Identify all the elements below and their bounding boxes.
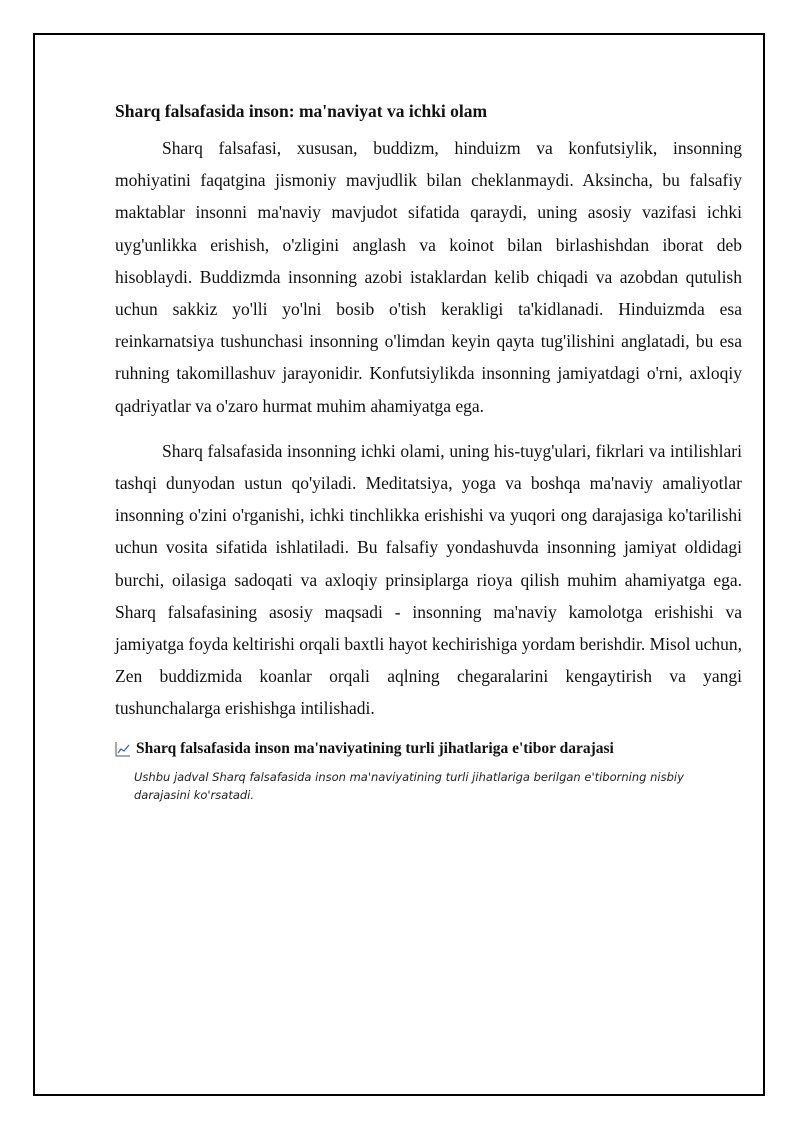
chart-heading-text: Sharq falsafasida inson ma'naviyatining turli jihatlariga e'tibor darajasi (136, 739, 614, 757)
chart-line-icon (115, 741, 131, 757)
document-title: Sharq falsafasida inson: ma'naviyat va ichki olam (115, 101, 488, 121)
paragraph-1: Sharq falsafasi, xususan, buddizm, hinduizm va konfutsiylik, insonning mohiyatini faqatgina jismoniy mavjudlik bilan cheklanmaydi. Aksincha, bu falsafiy maktablar insonni ma'naviy mavjudot sifatida qaraydi, uning asosiy vazifasi ichki uyg'unlikka erishish, o'zligini anglash va koinot bilan birlashishdan iborat deb hisoblaydi. Buddizmda insonning azobi istaklardan kelib chiqadi va azobdan qutulish uchun sakkiz yo'lli yo'lni bosib o'tish kerakligi ta'kidlanadi. Hinduizmda esa reinkarnatsiya tushunchasi insonning o'limdan keyin qayta tug'ilishini anglatadi, bu esa ruhning takomillashuv jarayonidir. Konfutsiylikda insonning jamiyatdagi o'rni, axloqiy qadriyatlar va o'zaro hurmat muhim ahamiyatga ega. (115, 138, 742, 416)
paragraph-2: Sharq falsafasida insonning ichki olami, uning his-tuyg'ulari, fikrlari va intilishlari tashqi dunyodan ustun qo'yiladi. Meditatsiya, yoga va boshqa ma'naviy amaliyotlar insonning o'zini o'rganishi, ichki tinchlikka erishishi va yuqori ong darajasiga ko'tarilishi uchun vosita sifatida ishlatiladi. Bu falsafiy yondashuvda insonning jamiyat oldidagi burchi, oilasiga sadoqati va axloqiy prinsiplarga rioya qilish muhim ahamiyatga ega. Sharq falsafasining asosiy maqsadi - insonning ma'naviy kamolotga erishishi va jamiyatga foyda keltirishi orqali baxtli hayot kechirishiga yordam berishdir. Misol uchun, Zen buddizmida koanlar orqali aqlning chegaralarini kengaytirish va yangi tushunchalarga erishishga intilishadi. (115, 440, 742, 719)
document-body (115, 96, 742, 804)
chart-heading (115, 739, 742, 759)
chart-caption: Ushbu jadval Sharq falsafasida inson ma'naviyatining turli jihatlariga berilgan e'tiborning nisbiy darajasini ko'rsatadi. (134, 769, 684, 802)
